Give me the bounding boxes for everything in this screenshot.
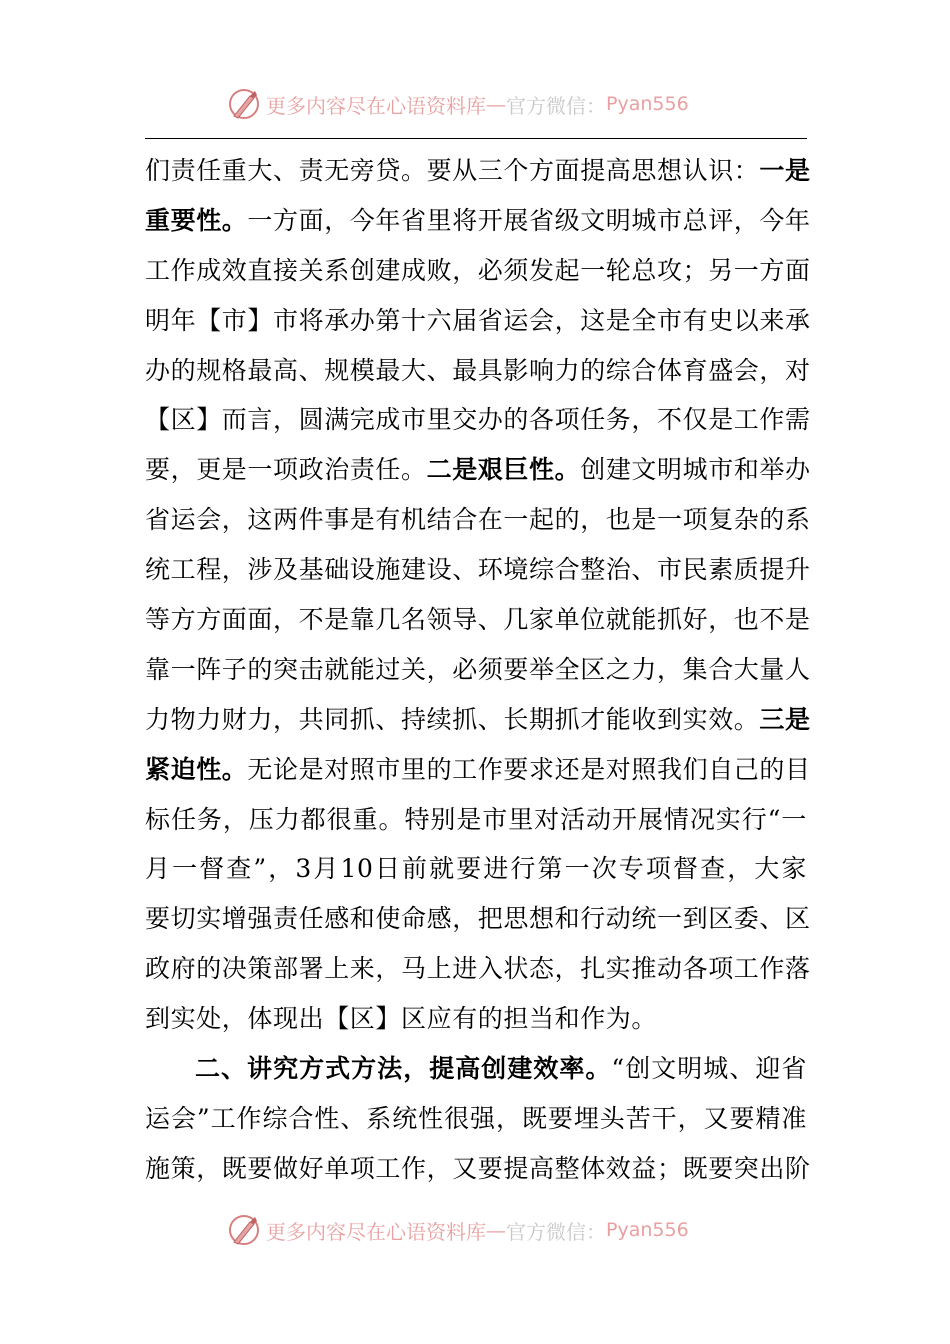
watermark-main-text: 更多内容尽在心语资料库 — [266, 1219, 486, 1244]
section-heading-line: 二、讲究方式方法，提高创建效率。“创文明城、迎省 — [195, 1054, 807, 1084]
footer-watermark — [226, 1210, 689, 1250]
text-line: 统工程，涉及基础设施建设、环境综合整治、市民素质提升 — [145, 555, 811, 585]
text-line: 运会”工作综合性、系统性很强，既要埋头苦干，又要精准 — [145, 1103, 807, 1133]
text-line: 力物力财力，共同抓、持续抓、长期抓才能收到实效。三是 — [145, 704, 811, 734]
pen-logo-icon — [226, 1212, 262, 1248]
watermark-official-label: 官方微信： — [506, 1219, 606, 1244]
text-line: 政府的决策部署上来，马上进入状态，扎实推动各项工作落 — [145, 954, 811, 984]
watermark-dash: — — [486, 92, 506, 116]
text-line: 等方方面面，不是靠几名领导、几家单位就能抓好，也不是 — [145, 605, 811, 635]
text-line: 重要性。一方面，今年省里将开展省级文明城市总评，今年 — [145, 205, 811, 235]
text-line: 们责任重大、责无旁贷。要从三个方面提高思想认识：一是 — [145, 156, 811, 185]
watermark-main-text: 更多内容尽在心语资料库 — [266, 93, 486, 118]
text-line: 办的规格最高、规模最大、最具影响力的综合体育盛会，对 — [145, 355, 811, 385]
text-line: 明年【市】市将承办第十六届省运会，这是全市有史以来承 — [145, 305, 811, 335]
text-line: 施策，既要做好单项工作，又要提高整体效益；既要突出阶 — [145, 1153, 811, 1183]
watermark-dash: — — [486, 1218, 506, 1242]
text-line: 到实处，体现出【区】区应有的担当和作为。 — [145, 1004, 658, 1034]
watermark-wechat-id: Pyan556 — [606, 1219, 689, 1241]
text-line: 省运会，这两件事是有机结合在一起的，也是一项复杂的系 — [145, 505, 811, 535]
text-line: 紧迫性。无论是对照市里的工作要求还是对照我们自己的目 — [145, 754, 811, 784]
text-line: 标任务，压力都很重。特别是市里对活动开展情况实行“一 — [145, 804, 807, 834]
text-line: 【区】而言，圆满完成市里交办的各项任务，不仅是工作需 — [145, 405, 811, 435]
watermark-official-label: 官方微信： — [506, 93, 606, 118]
document-body — [145, 146, 811, 1194]
header-watermark — [226, 84, 689, 124]
text-line: 要，更是一项政治责任。二是艰巨性。创建文明城市和举办 — [145, 455, 811, 485]
header-rule — [145, 138, 807, 139]
pen-logo-icon — [226, 86, 262, 122]
text-line: 工作成效直接关系创建成败，必须发起一轮总攻；另一方面 — [145, 255, 811, 285]
text-line: 要切实增强责任感和使命感，把思想和行动统一到区委、区 — [145, 904, 811, 934]
watermark-wechat-id: Pyan556 — [606, 93, 689, 115]
text-line: 月一督查”，3月10日前就要进行第一次专项督查，大家 — [145, 854, 807, 884]
text-line: 靠一阵子的突击就能过关，必须要举全区之力，集合大量人 — [145, 654, 811, 684]
